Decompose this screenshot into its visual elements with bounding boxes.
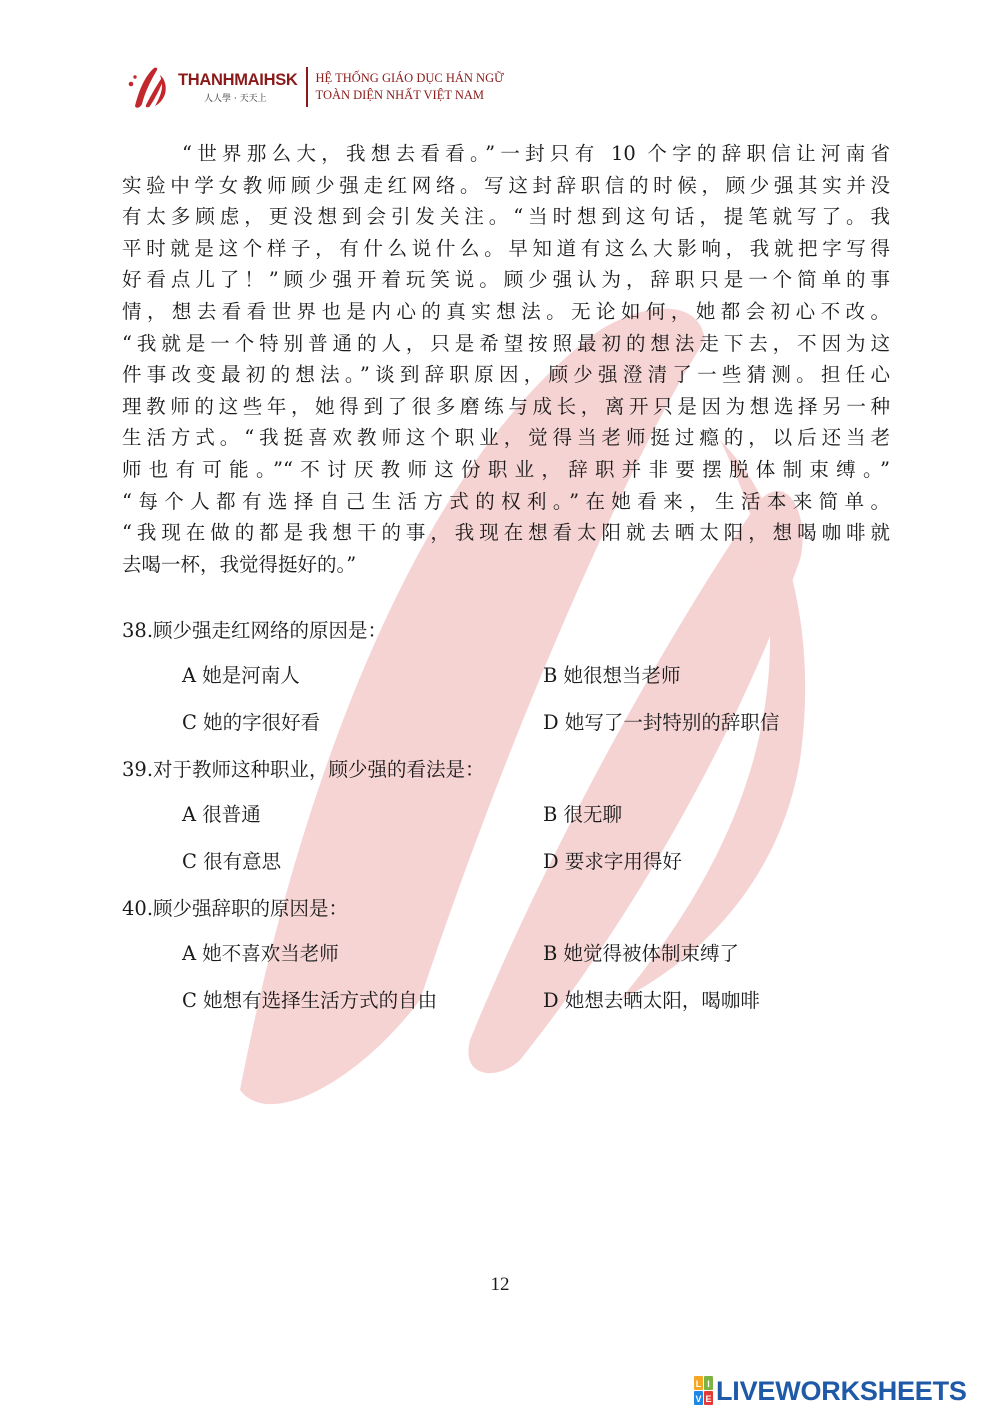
q40-option-b[interactable]: B 她觉得被体制束缚了 (543, 942, 740, 965)
lw-icon-letter: I (707, 1379, 710, 1389)
q40-option-c[interactable]: C 她想有选择生活方式的自由 (182, 989, 438, 1012)
lw-icon-letter: L (695, 1379, 702, 1389)
passage-line: 情，想去看看世界也是内心的真实想法。无论如何，她都会初心不改。 (122, 299, 890, 323)
passage-line: “世界那么大，我想去看看。”一封只有 10 个字的辞职信让河南省 (182, 142, 890, 165)
passage-line: “我现在做的都是我想干的事，我现在想看太阳就去晒太阳，想喝咖啡就 (122, 521, 890, 545)
header-divider (306, 67, 308, 107)
question-38: 38.顾少强走红网络的原因是： (122, 619, 388, 642)
passage-line: “每个人都有选择自己生活方式的权利。”在她看来，生活本来简单。 (122, 489, 890, 513)
tagline-line-2: TOÀN DIỆN NHẤT VIỆT NAM (315, 88, 485, 102)
q38-option-d[interactable]: D 她写了一封特别的辞职信 (543, 711, 780, 734)
brand-name: THANHMAIHSK (178, 70, 298, 89)
page-number: 12 (490, 1274, 510, 1295)
passage-line: “我就是一个特别普通的人，只是希望按照最初的想法走下去，不因为这 (122, 331, 890, 355)
passage-line: 去喝一杯，我觉得挺好的。” (122, 552, 357, 576)
q38-option-a[interactable]: A 她是河南人 (182, 664, 300, 687)
tagline-line-1: HỆ THỐNG GIÁO DỤC HÁN NGỮ (315, 71, 504, 85)
passage-line: 好看点儿了！”顾少强开着玩笑说。顾少强认为，辞职只是一个简单的事 (122, 268, 890, 292)
liveworksheets-icon (694, 1376, 714, 1406)
thanhmaihsk-logo-icon (126, 62, 176, 112)
liveworksheets-brand: LIVEWORKSHEETS (716, 1375, 967, 1406)
q38-option-b[interactable]: B 她很想当老师 (543, 664, 681, 687)
q40-option-d[interactable]: D 她想去晒太阳，喝咖啡 (543, 989, 760, 1012)
passage-line: 理教师的这些年，她得到了很多磨练与成长，离开只是因为想选择另一种 (122, 394, 890, 418)
passage-line: 生活方式。“我挺喜欢教师这个职业，觉得当老师挺过瘾的，以后还当老 (122, 426, 890, 450)
brand-tagline (316, 70, 504, 104)
passage-line: 件事改变最初的想法。”谈到辞职原因，顾少强澄清了一些猜测。担任心 (122, 363, 890, 387)
q39-option-b[interactable]: B 很无聊 (543, 803, 623, 826)
liveworksheets-logo (694, 1376, 967, 1406)
brand-header (126, 62, 504, 112)
lw-icon-letter: V (695, 1394, 702, 1404)
q39-option-c[interactable]: C 很有意思 (182, 850, 282, 873)
question-39: 39.对于教师这种职业，顾少强的看法是： (122, 758, 485, 781)
q40-option-a[interactable]: A 她不喜欢当老师 (182, 942, 339, 965)
q39-option-d[interactable]: D 要求字用得好 (543, 850, 682, 873)
passage-line: 师也有可能。”“不讨厌教师这份职业，辞职并非要摆脱体制束缚。” (122, 457, 890, 481)
passage-line: 平时就是这个样子，有什么说什么。早知道有这么大影响，我就把字写得 (122, 236, 890, 260)
question-40: 40.顾少强辞职的原因是： (122, 897, 349, 920)
passage-line: 实验中学女教师顾少强走红网络。写这封辞职信的时候，顾少强其实并没 (122, 173, 890, 197)
brand-slogan: 人人學 · 天天上 (204, 93, 267, 104)
q39-option-a[interactable]: A 很普通 (182, 803, 261, 826)
lw-icon-letter: E (705, 1394, 712, 1404)
q38-option-c[interactable]: C 她的字很好看 (182, 711, 321, 734)
reading-passage (122, 138, 890, 580)
passage-line: 有太多顾虑，更没想到会引发关注。“当时想到这句话，提笔就写了。我 (122, 205, 890, 229)
